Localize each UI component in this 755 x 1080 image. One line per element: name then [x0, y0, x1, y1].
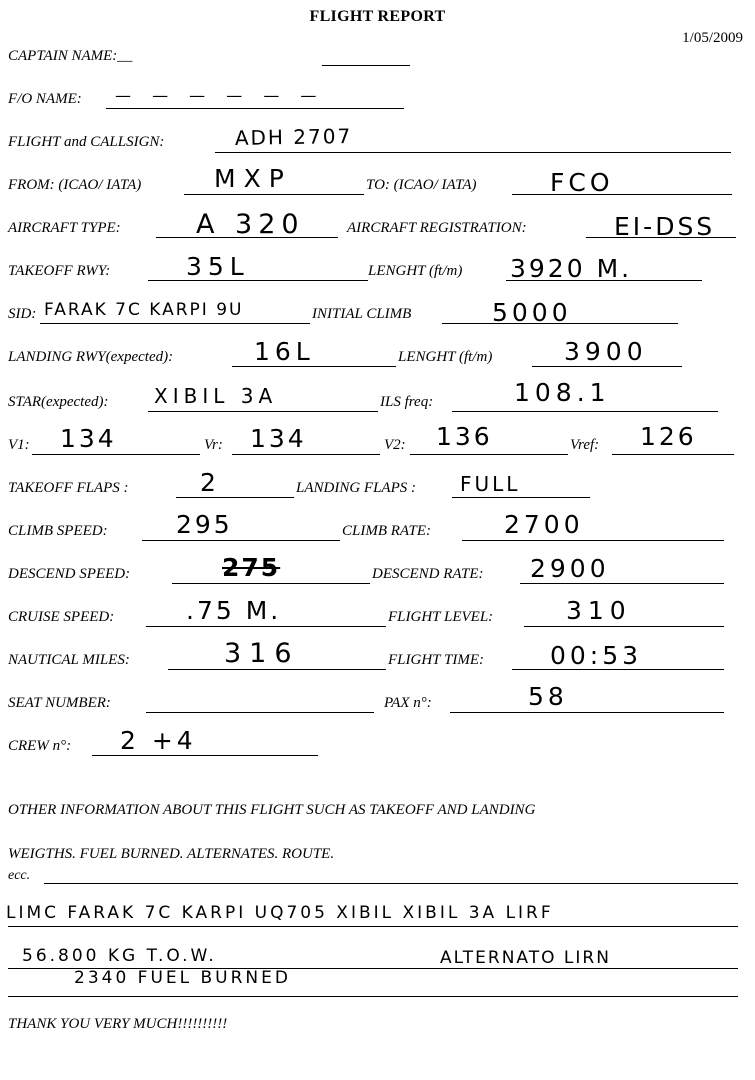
v1-value: 134: [60, 424, 117, 453]
landing-rwy-label: LANDING RWY(expected):: [8, 349, 174, 365]
from-label: FROM: (ICAO/ IATA): [8, 177, 142, 193]
climb-speed-value: 295: [176, 510, 233, 539]
ils-freq-label: ILS freq:: [380, 394, 434, 410]
climb-rate-value: 2700: [504, 510, 584, 539]
fo-name-scribble: — — — — — —: [115, 86, 325, 105]
page-title: FLIGHT REPORT: [309, 8, 446, 25]
captain-name-line: [322, 65, 410, 66]
other-info-line-2: [8, 926, 738, 927]
crew-line: [92, 755, 318, 756]
v2-value: 136: [436, 422, 493, 451]
descend-speed-label: DESCEND SPEED:: [8, 566, 131, 582]
crew-value: 2 +4: [120, 726, 197, 755]
vr-line: [232, 454, 380, 455]
aircraft-registration-label: AIRCRAFT REGISTRATION:: [347, 220, 527, 236]
initial-climb-value: 5000: [492, 298, 572, 327]
landing-length-value: 3900: [564, 337, 648, 366]
aircraft-type-value: A 320: [196, 209, 305, 240]
from-value: MXP: [214, 164, 292, 193]
landing-flaps-line: [452, 497, 590, 498]
takeoff-rwy-value: 35L: [186, 252, 250, 281]
seat-number-label: SEAT NUMBER:: [8, 695, 111, 711]
takeoff-length-label: LENGHT (ft/m): [368, 263, 463, 279]
flight-level-line: [524, 626, 724, 627]
flight-callsign-label: FLIGHT and CALLSIGN:: [8, 134, 165, 150]
pax-label: PAX n°:: [384, 695, 432, 711]
takeoff-rwy-label: TAKEOFF RWY:: [8, 263, 111, 279]
other-info-ecc: ecc.: [8, 868, 31, 883]
ils-freq-line: [452, 411, 718, 412]
thanks-text: THANK YOU VERY MUCH!!!!!!!!!!: [8, 1016, 228, 1032]
pax-line: [450, 712, 724, 713]
v1-line: [32, 454, 200, 455]
flight-level-label: FLIGHT LEVEL:: [388, 609, 494, 625]
nautical-miles-value: 316: [224, 638, 300, 669]
climb-speed-label: CLIMB SPEED:: [8, 523, 108, 539]
takeoff-flaps-label: TAKEOFF FLAPS :: [8, 480, 129, 496]
alternate-value: ALTERNATO LIRN: [440, 948, 611, 968]
aircraft-registration-value: EI-DSS: [614, 212, 716, 241]
takeoff-flaps-value: 2: [200, 468, 219, 497]
cruise-speed-line: [146, 626, 386, 627]
climb-rate-label: CLIMB RATE:: [342, 523, 432, 539]
v2-label: V2:: [384, 437, 406, 453]
from-line: [184, 194, 364, 195]
landing-length-label: LENGHT (ft/m): [398, 349, 493, 365]
climb-speed-line: [142, 540, 340, 541]
sid-line: [40, 323, 310, 324]
vref-label: Vref:: [570, 437, 600, 453]
v1-label: V1:: [8, 437, 30, 453]
vref-value: 126: [640, 422, 697, 451]
fo-name-label: F/O NAME:: [8, 91, 82, 107]
tow-value: 56.800 KG T.O.W.: [22, 946, 217, 966]
descend-rate-label: DESCEND RATE:: [372, 566, 484, 582]
landing-length-line: [532, 366, 682, 367]
flight-level-value: 310: [566, 596, 632, 625]
vref-line: [612, 454, 734, 455]
fuel-burned-value: 2340 FUEL BURNED: [74, 968, 291, 988]
flight-callsign-line: [215, 152, 731, 153]
to-value: FCO: [550, 168, 614, 197]
star-line: [148, 411, 378, 412]
crew-label: CREW n°:: [8, 738, 72, 754]
report-date: 1/05/2009: [682, 30, 743, 46]
seat-number-line: [146, 712, 374, 713]
captain-name-label: CAPTAIN NAME:__: [8, 48, 133, 64]
cruise-speed-value: .75 M.: [186, 596, 282, 625]
descend-rate-value: 2900: [530, 554, 610, 583]
nautical-miles-line: [168, 669, 386, 670]
vr-label: Vr:: [204, 437, 223, 453]
takeoff-rwy-line: [148, 280, 368, 281]
sid-label: SID:: [8, 306, 37, 322]
other-info-heading-line2: WEIGTHS. FUEL BURNED. ALTERNATES. ROUTE.: [8, 846, 335, 862]
vr-value: 134: [250, 424, 307, 453]
other-info-line-4: [8, 996, 738, 997]
flight-callsign-value: ADH 2707: [234, 123, 353, 150]
landing-flaps-value: FULL: [460, 472, 521, 496]
cruise-speed-label: CRUISE SPEED:: [8, 609, 115, 625]
route-value: LIMC FARAK 7C KARPI UQ705 XIBIL XIBIL 3A LIRF: [6, 903, 554, 923]
landing-rwy-value: 16L: [254, 337, 315, 366]
takeoff-length-value: 3920 M.: [510, 254, 633, 283]
other-info-heading-line1: OTHER INFORMATION ABOUT THIS FLIGHT SUCH AS TAKEOFF AND LANDING: [8, 802, 536, 818]
star-label: STAR(expected):: [8, 394, 109, 410]
star-value: XIBIL 3A: [154, 384, 278, 408]
sid-value: FARAK 7C KARPI 9U: [44, 300, 244, 320]
flight-time-label: FLIGHT TIME:: [388, 652, 484, 668]
climb-rate-line: [462, 540, 724, 541]
ils-freq-value: 108.1: [514, 378, 611, 407]
v2-line: [410, 454, 568, 455]
nautical-miles-label: NAUTICAL MILES:: [8, 652, 130, 668]
fo-name-line: [106, 108, 404, 109]
landing-flaps-label: LANDING FLAPS :: [296, 480, 416, 496]
aircraft-type-label: AIRCRAFT TYPE:: [8, 220, 121, 236]
landing-rwy-line: [232, 366, 396, 367]
to-line: [512, 194, 732, 195]
descend-speed-line: [172, 583, 370, 584]
other-info-line-1: [44, 883, 738, 884]
flight-time-value: 00:53: [550, 641, 643, 670]
pax-value: 58: [528, 682, 568, 711]
to-label: TO: (ICAO/ IATA): [366, 177, 477, 193]
takeoff-flaps-line: [176, 497, 294, 498]
initial-climb-label: INITIAL CLIMB: [312, 306, 412, 322]
descend-rate-line: [520, 583, 724, 584]
descend-speed-value: 275: [222, 553, 281, 582]
